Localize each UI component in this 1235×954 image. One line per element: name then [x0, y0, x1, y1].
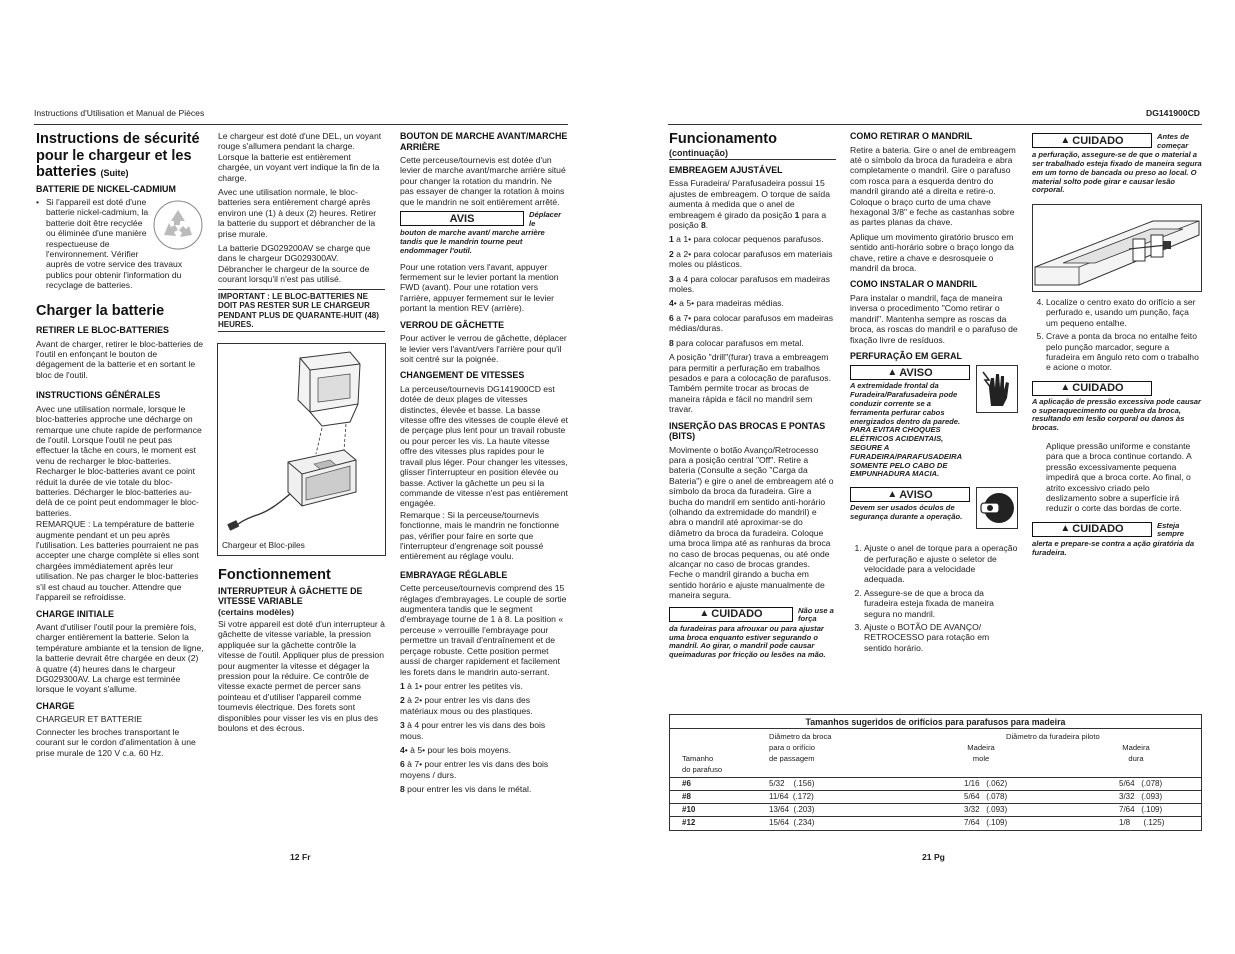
safety-goggles-icon	[976, 487, 1018, 529]
fr-fwdrev-text-2: Pour une rotation vers l'avant, appuyer fermement sur le levier portant la mention FWD (avant). Pour une rotation vers l'arrière, appuyer fermement sur le levier portant la mention REV (arrière).	[400, 261, 559, 314]
fr-fwdrev-text: Cette perceuse/tournevis est dotée d'un levier de marche avant/marche arrière situé pour changer la rotation du mandrin. Ne pas essayer de changer la rotation à moins que le mandrin ne soit entièrement arrêté.	[400, 155, 566, 207]
fr-avis-notice	[400, 211, 568, 256]
cuidado-4-text: alerta e prepare-se contra a ação giratória da furadeira.	[1032, 539, 1195, 557]
pt-step: 2. Assegure-se de que a broca da furadeira esteja fixada de maneira segura no mandril.	[864, 588, 1018, 619]
fr-general-text-2: REMARQUE : La température de batterie augmente pendant et un peu après l'utilisation. Les batteries pourraient ne pas accepter une charge complète si elles sont chargées immédiatement après leur utilisation. Ne pas charger le bloc-batteries s'il est chaud au toucher. Attendre que l'appareil se refroidisse.	[36, 519, 199, 603]
pt-install-heading: COMO INSTALAR O MANDRIL	[850, 279, 978, 290]
warning-triangle-icon: ▲	[1060, 523, 1071, 535]
cell-soft: 5/64 (.078)	[964, 792, 1008, 801]
pt-clutch-item: 6 a 7• para colocar parafusos em madeiras médias/duras.	[669, 312, 833, 334]
pt-remove-text-2: Aplique um movimento giratório brusco em sentido anti-horário sobre o braço longo da chave, retire a chave e desrosqueie o mandril da broca.	[850, 231, 1014, 273]
th-pilot: Diâmetro da furadeira piloto	[1006, 732, 1100, 741]
pt-cuidado-2	[1032, 133, 1202, 195]
header-right: DG141900CD	[1146, 108, 1200, 118]
cell-soft: 3/32 (.093)	[964, 805, 1008, 814]
fr-lock-heading: VERROU DE GÂCHETTE	[400, 319, 505, 330]
aviso-2-text: Devem ser usados óculos de segurança durante a operação.	[850, 503, 963, 521]
pt-clutch-item: 1 a 1• para colocar pequenos parafusos.	[669, 234, 824, 245]
pt-column-3	[1032, 131, 1202, 201]
cuidado-1-lead: Não use a força	[798, 605, 834, 624]
charger-illustration	[218, 344, 385, 534]
fr-operation-title: Fonctionnement	[218, 567, 331, 583]
clamp-figure	[1032, 204, 1202, 292]
warning-triangle-icon: ▲	[699, 608, 710, 620]
th-soft: Madeira mole	[967, 743, 995, 763]
fr-clutch-item: 4• à 5• pour les bois moyens.	[400, 744, 512, 755]
avis-lead: Déplacer le	[529, 210, 562, 228]
pt-clutch-list	[669, 234, 836, 348]
fr-column-3	[400, 131, 568, 799]
pt-cuidado-3	[1032, 381, 1202, 433]
pt-step: 3. Ajuste o BOTÃO DE AVANÇO/ RETROCESSO para rotação em sentido horário.	[864, 622, 1018, 653]
cell-hard: 3/32 (.093)	[1119, 792, 1163, 801]
pt-cuidado-4	[1032, 522, 1202, 558]
pt-clutch-item: 4• a 5• para madeiras médias.	[669, 298, 784, 309]
th-pass: Diâmetro da broca para o orifício de passagem	[769, 732, 832, 763]
table-header	[670, 729, 1201, 777]
fr-trigger-sub: (certains modèles)	[218, 606, 294, 617]
pt-pressure-text: Aplique pressão uniforme e constante para que a broca continue cortando. A pressão excessivamente pequena impedirá que a broca corte. Ao final, o atrito excessivo criado pelo deslizamento sobre a superfície irá reduzir o corte das bordas de corte.	[1046, 441, 1192, 514]
fr-trigger-text: Si votre appareil est doté d'un interrupteur à gâchette de vitesse variable, la pression appliquée sur la gâchette contrôle la vitesse de l'outil. Appliquer plus de pression pour augmenter la vitesse et dégager la pression pour la réduire. Ce contrôle de vitesse exacte permet de percer sans pointeau et d'utiliser l'appareil comme tournevis électrique. Des forets sont disponibles pour visser les vis en plus des boulons et des écrous.	[218, 618, 385, 733]
fr-important-note: IMPORTANT : LE BLOC-BATTERIES NE DOIT PAS RESTER SUR LE CHARGEUR PENDANT PLUS DE QUARANTE-HUIT (48) HEURES.	[218, 289, 385, 333]
cell-size: #8	[682, 792, 691, 801]
pt-clutch-heading: EMBREAGEM AJUSTÁVEL	[669, 164, 783, 175]
fr-charge-heading: CHARGE	[36, 700, 75, 711]
cuidado-label: ▲ CUIDADO	[1032, 133, 1152, 148]
th-hard: Madeira dura	[1122, 743, 1150, 763]
cell-soft: 1/16 (.062)	[964, 779, 1008, 788]
warning-triangle-icon: ▲	[1060, 134, 1071, 146]
avis-text: bouton de marche avant/ marche arrière tandis que le mandrin tourne peut endommager l'outil.	[400, 228, 545, 255]
fr-speed-note: Remarque : Si la perceuse/tournevis fonctionne, mais le mandrin ne fonctionne pas, vérifier pour faire en sorte que l'interrupteur d'engrenage soit poussé entièrement au réglage voulu.	[400, 509, 560, 562]
cell-pass: 11/64 (.172)	[769, 792, 814, 801]
pt-remove-text-1: Retire a bateria. Gire o anel de embreagem até o símbolo da broca da furadeira e abra completamente o mandril. Gire o parafuso com rosca para a esquerda dentro do mandril girando até a direita e retire-o. Coloque o braço curto de uma chave hexagonal 3/8" e feche as castanhas sobre as partes planas da chave.	[850, 144, 1016, 228]
fr-col2-p3: La batterie DG029200AV se charge que dans le chargeur DG029300AV. Débrancher le chargeur de la source de courant lorsqu'il n'est pas utilisé.	[218, 243, 371, 285]
fr-nicad-text: Si l'appareil est doté d'une batterie nickel-cadmium, la batterie doit être recyclée ou éliminée d'une manière respectueuse de l'environnement. Vérifier auprès de votre service des travaux publics pour obtenir l'information du recyclage de batteries.	[46, 197, 183, 291]
fr-clutch-item: 8 pour entrer les vis dans le métal.	[400, 784, 532, 795]
charger-figure-caption: Chargeur et Bloc-piles	[222, 540, 305, 550]
cell-size: #10	[682, 805, 696, 814]
header-rule-right	[668, 124, 1202, 125]
pt-remove-heading: COMO RETIRAR O MANDRIL	[850, 131, 973, 141]
cuidado-label: ▲ CUIDADO	[1032, 522, 1152, 537]
pt-insert-text: Movimente o botão Avanço/Retrocesso para a posição central "Off". Retire a bateria (Consulte a seção "Carga da Bateria") e gire o anel de embreagem até o símbolo da broca da furadeira. Gire a bucha do mandril em sentido anti-horário (olhando da extremidade do mandril) e abra o mandril até aproximar-se do diâmetro da broca da furadeira. Coloque uma broca limpa até as ranhuras da broca no caso de brocas pequenas, ou até onde alcançar no caso de brocas grandes. Feche o mandril girando a bucha em sentido horário e ajuste manualmente de maneira segura.	[669, 444, 834, 601]
pt-insert-heading: INSERÇÃO DAS BROCAS E PONTAS (BITS)	[669, 420, 826, 442]
pt-aviso-2	[850, 487, 1018, 529]
pt-column-1	[669, 131, 836, 666]
fr-nicad-heading: BATTERIE DE NICKEL-CADMIUM	[36, 183, 176, 194]
pt-step: 5. Crave a ponta da broca no entalhe feito pelo punção marcador, segure a furadeira em ângulo reto com o trabalho e acione o motor.	[1046, 331, 1202, 373]
cell-size: #6	[682, 779, 691, 788]
page-number-left: 12 Fr	[290, 852, 311, 862]
fr-clutch-item: 6 à 7• pour entrer les vis dans des bois moyens / durs.	[400, 759, 549, 780]
charger-figure	[217, 343, 386, 556]
table-row	[670, 777, 1201, 790]
pt-cuidado-1	[669, 607, 836, 660]
fr-column-2	[218, 131, 385, 336]
fr-col2-p2: Avec une utilisation normale, le bloc-batteries sera entièrement chargé après environ une (1) à deux (2) heures. Retirer la batterie du support et débrancher de la prise murale.	[218, 187, 377, 239]
fr-charge-text: Connecter les broches transportant le courant sur le cordon d'alimentation à une prise murale de 120 V c.a. 60 Hz.	[36, 726, 196, 758]
cell-pass: 5/32 (.156)	[769, 779, 815, 788]
fr-general-text-1: Avec une utilisation normale, lorsque le bloc-batteries approche une décharge on remarque une chute rapide de performance de l'outil. Lorsque l'outil ne peut pas effectuer la tâche en cours, le moment est venu de recharger le bloc-batteries. Recharger le bloc-batteries avant ce point réduit la durée de vie totale du bloc-batteries. Décharger le bloc-batteries au-delà de ce point peut endommager le bloc-batteries.	[36, 403, 202, 518]
cuidado-2-text: a perfuração, assegure-se de que o material a ser trabalhado esteja fixado de maneira segura em um torno de bancada ou preso ao local. O material solto pode girar e causar lesão corporal.	[1032, 150, 1202, 195]
fr-clutch-item: 1 à 1• pour entrer les petites vis.	[400, 680, 523, 691]
fr-initial-text: Avant d'utiliser l'outil pour la première fois, charger entièrement la batterie. Selon la température ambiante et la tension de ligne, la batterie devrait être chargée en deux (2) à quatre (4) heures dans le chargeur DG029300AV. La charge est terminée lorsque le voyant s'allume.	[36, 622, 204, 695]
avis-label: AVIS	[400, 211, 524, 226]
header-rule-left	[34, 124, 568, 125]
fr-fwdrev-heading: BOUTON DE MARCHE AVANT/MARCHE ARRIÈRE	[400, 131, 568, 152]
pt-column-3-lower	[1032, 297, 1202, 564]
warning-triangle-icon: ▲	[1060, 382, 1071, 394]
fr-nicad-item: • Si l'appareil est doté d'une batterie nickel-cadmium, la batterie doit être recyclée ou éliminée d'une manière respectueuse de l'environnement. Vérifier auprès de votre service des travaux publics pour obtenir l'information du recyclage de batteries.	[36, 197, 204, 291]
cell-hard: 1/8 (.125)	[1119, 818, 1165, 827]
table-row	[670, 816, 1201, 830]
cell-hard: 7/64 (.109)	[1119, 805, 1163, 814]
fr-charge-sub: CHARGEUR ET BATTERIE	[36, 714, 143, 725]
pt-step: 4. Localize o centro exato do orifício a ser perfurado e, usando um punção, faça um pequeno entalhe.	[1046, 297, 1202, 328]
warning-triangle-icon: ▲	[887, 488, 898, 500]
pt-clutch-text: Essa Furadeira/ Parafusadeira possui 15 ajustes de embreagem. O torque de saída aumenta à medida que o anel de embreagem é girado da posição 1 para a posição 8.	[669, 178, 830, 231]
fr-col2-p1: Le chargeur est doté d'une DEL, un voyant rouge s'allumera pendant la charge. Lorsque la batterie est entièrement chargée, un voyant vert indique la fin de la charge.	[218, 131, 382, 183]
cell-pass: 15/64 (.234)	[769, 818, 815, 827]
pt-steps-list	[850, 543, 1018, 653]
pt-clutch-item: 3 a 4 para colocar parafusos em madeiras moles.	[669, 273, 830, 295]
cuidado-4-lead: Esteja sempre	[1157, 520, 1185, 539]
cell-size: #12	[682, 818, 696, 827]
fr-safety-title: Instructions de sécurité pour le chargeur et les batteries (Suite)	[36, 131, 200, 180]
pt-install-text: Para instalar o mandril, faça de maneira inversa o procedimento "Como retirar o mandril". Mantenha sempre as roscas da broca, as roscas do mandril e o parafuso de fixação livre de resíduos.	[850, 292, 1018, 345]
cell-hard: 5/64 (.078)	[1119, 779, 1163, 788]
clamp-illustration	[1033, 205, 1201, 291]
pt-column-2	[850, 131, 1018, 657]
pt-clutch-item: 2 a 2• para colocar parafusos em materiais moles ou plásticos.	[669, 248, 833, 270]
header-left: Instructions d'Utilisation et Manual de Pièces	[34, 108, 205, 118]
fr-column-1	[36, 131, 204, 762]
pt-clutch-item: 8 para colocar parafusos em metal.	[669, 337, 804, 348]
aviso-1-text: A extremidade frontal da Furadeira/Parafusadeira pode conduzir corrente se a ferramenta perfurar cabos energizados dentro da parede. PARA EVITAR CHOQUES ELÉTRICOS ACIDENTAIS, SEGURE A FURADEIRA/PARAFUSADEIRA SOMENTE PELO CABO DE EMPUNHADURA MACIA.	[850, 381, 962, 479]
warning-triangle-icon: ▲	[887, 366, 898, 378]
pt-aviso-1	[850, 365, 1018, 479]
pt-step: 1. Ajuste o anel de torque para a operação de perfuração e ajuste o seletor de velocidade para a velocidade adequada.	[864, 543, 1018, 585]
cell-soft: 7/64 (.109)	[964, 818, 1008, 827]
fr-speed-heading: CHANGEMENT DE VITESSES	[400, 370, 525, 381]
fr-charge-title: Charger la batterie	[36, 302, 165, 319]
recycle-icon	[152, 199, 204, 251]
cuidado-label: ▲ CUIDADO	[669, 607, 793, 622]
fr-speed-text: La perceuse/tournevis DG141900CD est dotée de deux plages de vitesses distinctes, élevée et basse. La basse vitesse offre des vitesses de couple élevé et de perçage plus lent pour un travail robuste ou pour percer les vis. La haute vitesse offre des vitesses plus rapides pour le travail plus léger. Pour changer les vitesses, glisser l'interrupteur en position élevée ou basse. Activer la gâchette un peu si la commande de vitesse n'est pas entièrement engagée.	[400, 383, 568, 509]
pt-operation-sub: (continuação)	[669, 148, 836, 160]
fr-clutch-list	[400, 681, 568, 795]
fr-remove-heading: RETIRER LE BLOC-BATTERIES	[36, 325, 169, 336]
cuidado-2-lead: Antes de começar	[1157, 132, 1190, 150]
pt-operation-title: Funcionamento	[669, 131, 777, 147]
cuidado-3-text: A aplicação de pressão excessiva pode causar o superaquecimento ou quebra da broca, resultando em lesão corporal ou danos às brocas.	[1032, 396, 1201, 433]
table-row	[670, 790, 1201, 803]
fr-general-heading: INSTRUCTIONS GÉNÉRALES	[36, 390, 161, 401]
fr-clutch-item: 2 à 2• pour entrer les vis dans des matériaux mous ou des plastiques.	[400, 695, 533, 716]
fr-clutch-item: 3 à 4 pour entrer les vis dans des bois mous.	[400, 720, 546, 741]
pt-steps-list-2	[1032, 297, 1202, 373]
fr-initial-heading: CHARGE INITIALE	[36, 608, 114, 619]
screw-size-table	[669, 714, 1202, 831]
pt-drill-text: A posição "drill"(furar) trava a embreagem para permitir a perfuração em trabalhos pesados e para a colocação de parafusos. Também permite trocar as brocas de maneira rápida e fácil no mandril sem travar.	[669, 352, 831, 415]
fr-clutch-heading: EMBRAYAGE RÉGLABLE	[400, 569, 508, 580]
page-number-right: 21 Pg	[922, 852, 945, 862]
table-row	[670, 803, 1201, 816]
cuidado-1-text: da furadeiras para afrouxar ou para ajustar uma broca enquanto estiver segurando o mandril. Ao girar, o mandril pode causar queimaduras por fricção ou lesões na mão.	[669, 623, 826, 660]
fr-clutch-text: Cette perceuse/tournevis comprend des 15 réglages d'embrayages. Le couple de sortie augmentera tandis que le segment d'embrayage tourne de 1 à 8. La position « perceuse » verrouille l'embrayage pour permettre un travail d'entraînement et de perçage robuste. Cette position permet aussi de charger rapidement et facilement les forets dans le mandrin auto-serrant.	[400, 583, 567, 677]
table-title: Tamanhos sugeridos de orifícios para parafusos para madeira	[670, 715, 1201, 729]
cell-pass: 13/64 (.203)	[769, 805, 815, 814]
th-screw: Tamanho do parafuso	[682, 754, 723, 774]
fr-remove-text: Avant de charger, retirer le bloc-batteries de l'outil en enfonçant le bouton de dégagement de la batterie et en sortant le bloc de l'outil.	[36, 338, 204, 380]
pt-general-heading: PERFURAÇÃO EM GERAL	[850, 350, 962, 361]
electric-hand-icon	[976, 365, 1018, 413]
aviso-label: ▲ AVISO	[850, 365, 970, 380]
fr-lock-text: Pour activer le verrou de gâchette, déplacer le levier vers l'avant/vers l'arrière pour qu'il soit centré sur la poignée.	[400, 333, 567, 364]
aviso-label: ▲ AVISO	[850, 487, 970, 502]
fr-trigger-heading: INTERRUPTEUR À GÂCHETTE DE VITESSE VARIABLE	[218, 585, 363, 606]
fr-operation-section	[218, 567, 385, 737]
cuidado-label: ▲ CUIDADO	[1032, 381, 1152, 396]
